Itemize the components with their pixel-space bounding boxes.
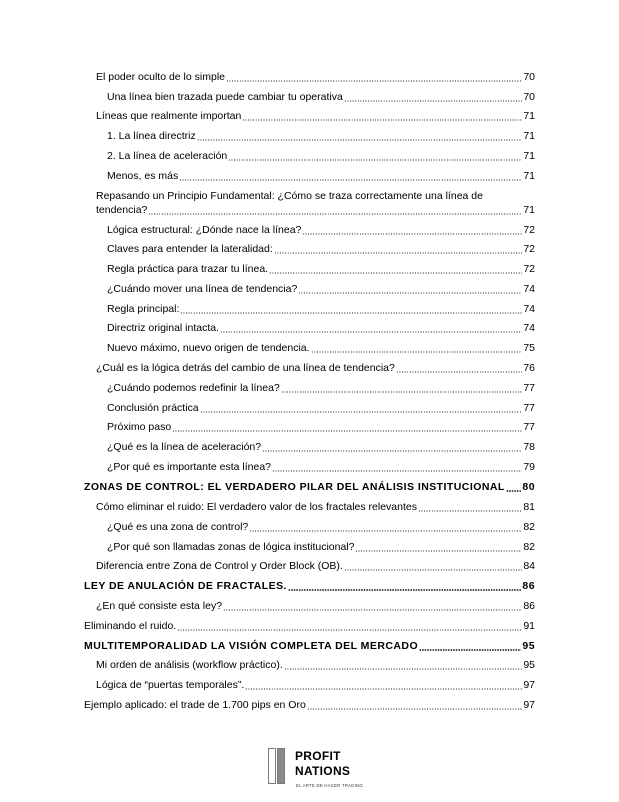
toc-entry[interactable]: [96, 71, 535, 84]
toc-entry-title: Directriz original intacta.: [107, 322, 220, 334]
toc-entry-title: Menos, es más: [107, 170, 179, 182]
dot-leader: [200, 411, 523, 413]
toc-entry[interactable]: [107, 421, 535, 434]
toc-entry-page: 72: [523, 224, 535, 236]
toc-entry-title: Cómo eliminar el ruido: El verdadero valor de los fractales relevantes: [96, 501, 417, 513]
toc-chapter[interactable]: [84, 640, 535, 653]
toc-entry[interactable]: [107, 224, 535, 237]
dot-leader: [418, 510, 522, 512]
toc-entry-page: 95: [523, 659, 535, 671]
toc-entry[interactable]: [96, 501, 535, 514]
dot-leader: [179, 179, 522, 181]
toc-entry-title: Líneas que realmente importan: [96, 110, 242, 122]
toc-entry-page: 97: [523, 679, 535, 691]
dot-leader: [177, 629, 522, 631]
dot-leader: [344, 100, 522, 102]
toc-entry-page: 86: [522, 580, 535, 592]
toc-entry-page: 77: [523, 421, 535, 433]
dot-leader: [272, 470, 522, 472]
dot-leader: [180, 312, 522, 314]
toc-entry[interactable]: [107, 303, 535, 316]
logo-word-profit: PROFIT: [295, 749, 341, 763]
toc-entry-title: ¿Por qué es importante esta línea?: [107, 461, 272, 473]
dot-leader: [284, 668, 523, 670]
dot-leader: [302, 233, 522, 235]
toc-entry-page: 71: [523, 110, 535, 122]
toc-entry-page: 71: [523, 204, 535, 216]
toc-entry[interactable]: [96, 659, 535, 672]
toc-entry[interactable]: [107, 342, 535, 355]
toc-entry[interactable]: [107, 322, 535, 335]
dot-leader: [506, 490, 522, 492]
toc-entry-page: 77: [523, 382, 535, 394]
toc-entry-page: 97: [523, 699, 535, 711]
toc-entry-title: Nuevo máximo, nuevo origen de tendencia.: [107, 342, 310, 354]
toc-entry[interactable]: [107, 170, 535, 183]
dot-leader: [197, 139, 523, 141]
toc-entry-title: ¿En qué consiste esta ley?: [96, 600, 223, 612]
toc-entry-page: 72: [523, 243, 535, 255]
toc-entry[interactable]: [107, 263, 535, 276]
toc-entry[interactable]: [96, 600, 535, 613]
toc-entry[interactable]: [107, 461, 535, 474]
toc-entry-title: Una línea bien trazada puede cambiar tu operativa: [107, 91, 343, 103]
toc-entry-page: 78: [523, 441, 535, 453]
toc-entry-page: 70: [523, 71, 535, 83]
dot-leader: [281, 391, 523, 393]
logo-bar-icon: [277, 748, 285, 784]
toc-entry-page: 74: [523, 303, 535, 315]
toc-entry-page: 84: [523, 560, 535, 572]
toc-entry-title: Lógica de “puertas temporales”.: [96, 679, 245, 691]
toc-entry-title: ¿Cuál es la lógica detrás del cambio de una línea de tendencia?: [96, 362, 395, 374]
dot-leader: [355, 550, 522, 552]
toc-entry-title-line2: tendencia?: [96, 204, 148, 216]
logo-bar-icon: [268, 748, 276, 784]
toc-entry[interactable]: [96, 362, 535, 375]
toc-entry-title: Eliminando el ruido.: [84, 620, 177, 632]
toc-entry-page: 72: [523, 263, 535, 275]
toc-entry-title: Lógica estructural: ¿Dónde nace la línea?: [107, 224, 302, 236]
toc-entry[interactable]: [107, 441, 535, 454]
dot-leader: [396, 371, 522, 373]
toc-entry[interactable]: [107, 150, 535, 163]
toc-entry-title: ¿Qué es una zona de control?: [107, 521, 249, 533]
dot-leader: [262, 450, 522, 452]
toc-entry-title: ¿Cuándo mover una línea de tendencia?: [107, 283, 298, 295]
toc-chapter-title: LEY DE ANULACIÓN DE FRACTALES.: [84, 580, 287, 592]
toc-entry-title: ¿Cuándo podemos redefinir la línea?: [107, 382, 280, 394]
toc-entry-title: Diferencia entre Zona de Control y Order Block (OB).: [96, 560, 343, 572]
logo-word-nations: NATIONS: [295, 764, 351, 778]
toc-entry-page: 86: [523, 600, 535, 612]
dot-leader: [274, 252, 523, 254]
toc-entry[interactable]: [96, 204, 535, 217]
toc-entry-title: ¿Por qué son llamadas zonas de lógica institucional?: [107, 541, 355, 553]
dot-leader: [242, 119, 522, 121]
toc-entry-title: Ejemplo aplicado: el trade de 1.700 pips en Oro: [84, 699, 306, 711]
toc-entry-title: Próximo paso: [107, 421, 172, 433]
toc-entry-page: 80: [522, 481, 535, 493]
toc-entry-page: 74: [523, 283, 535, 295]
toc-entry[interactable]: [96, 110, 535, 123]
dot-leader: [344, 569, 522, 571]
toc-entry-page: 95: [522, 640, 535, 652]
toc-chapter-title: MULTITEMPORALIDAD LA VISIÓN COMPLETA DEL MERCADO: [84, 640, 419, 652]
toc-entry-title: 2. La línea de aceleración: [107, 150, 228, 162]
toc-entry-page: 71: [523, 150, 535, 162]
toc-entry-page: 76: [523, 362, 535, 374]
dot-leader: [228, 159, 522, 161]
toc-entry-page: 82: [523, 541, 535, 553]
toc-entry-page: 71: [523, 170, 535, 182]
logo-tagline: EL ARTE DE HACER TRADING: [296, 783, 363, 788]
toc-entry[interactable]: [96, 560, 535, 573]
toc-entry-title: El poder oculto de lo simple: [96, 71, 225, 83]
dot-leader: [172, 430, 522, 432]
toc-entry[interactable]: [107, 402, 535, 415]
toc-entry[interactable]: [107, 541, 535, 554]
dot-leader: [311, 351, 523, 353]
toc-entry-page: 91: [523, 620, 535, 632]
toc-chapter[interactable]: [84, 481, 535, 494]
dot-leader: [148, 213, 522, 215]
toc-chapter-title: ZONAS DE CONTROL: EL VERDADERO PILAR DEL ANÁLISIS INSTITUCIONAL: [84, 481, 505, 493]
dot-leader: [298, 292, 522, 294]
toc-entry-page: 75: [523, 342, 535, 354]
toc-entry-title: Regla práctica para trazar tu línea.: [107, 263, 269, 275]
toc-entry-title-line1[interactable]: Repasando un Principio Fundamental: ¿Cómo se traza correctamente una línea de: [96, 190, 483, 202]
toc-entry[interactable]: [107, 283, 535, 296]
dot-leader: [269, 272, 522, 274]
dot-leader: [419, 649, 521, 651]
dot-leader: [220, 331, 522, 333]
toc-entry-title: Claves para entender la lateralidad:: [107, 243, 273, 255]
dot-leader: [245, 688, 522, 690]
toc-entry[interactable]: [107, 91, 535, 104]
toc-entry-page: 79: [523, 461, 535, 473]
toc-entry-page: 74: [523, 322, 535, 334]
toc-entry[interactable]: [107, 521, 535, 534]
toc-entry-title: 1. La línea directriz: [107, 130, 196, 142]
toc-entry[interactable]: [84, 699, 535, 712]
brand-logo: [268, 746, 368, 792]
dot-leader: [288, 589, 522, 591]
toc-entry[interactable]: [107, 130, 535, 143]
toc-entry-page: 77: [523, 402, 535, 414]
dot-leader: [307, 708, 523, 710]
toc-entry-page: 81: [523, 501, 535, 513]
toc-entry-page: 70: [523, 91, 535, 103]
toc-entry-title: ¿Qué es la línea de aceleración?: [107, 441, 262, 453]
dot-leader: [223, 609, 522, 611]
toc-entry[interactable]: [107, 243, 535, 256]
toc-entry-title: Mi orden de análisis (workflow práctico).: [96, 659, 283, 671]
toc-entry[interactable]: [96, 679, 535, 692]
toc-entry-page: 82: [523, 521, 535, 533]
dot-leader: [226, 80, 522, 82]
toc-chapter[interactable]: [84, 580, 535, 593]
dot-leader: [249, 530, 522, 532]
toc-entry[interactable]: [107, 382, 535, 395]
toc-entry-title: Regla principal:: [107, 303, 180, 315]
toc-entry-title: Conclusión práctica: [107, 402, 199, 414]
toc-entry[interactable]: [84, 620, 535, 633]
toc-entry-page: 71: [523, 130, 535, 142]
